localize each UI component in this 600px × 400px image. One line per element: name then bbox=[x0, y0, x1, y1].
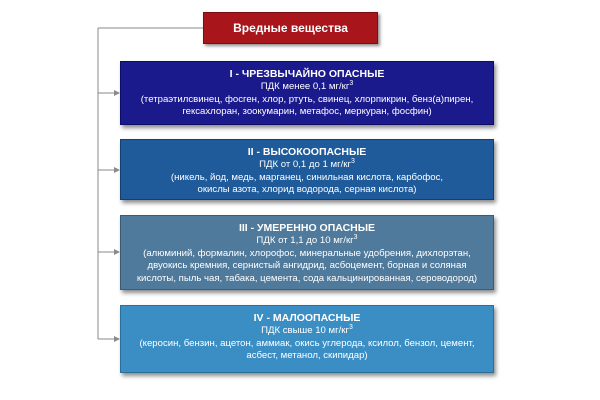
hazard-class-2-substances-line-1: (никель, йод, медь, марганец, синильная кислота, карбофос, bbox=[170, 171, 444, 183]
hazard-class-4-pdk bbox=[127, 325, 487, 338]
hazard-class-2-pdk-sup: 3 bbox=[350, 157, 355, 165]
hazard-class-1-title: I - ЧРЕЗВЫЧАЙНО ОПАСНЫЕ bbox=[229, 68, 385, 80]
hazard-class-2-pdk-text: ПДК от 0,1 до 1 мг/кг bbox=[259, 159, 351, 170]
diagram-title: Вредные вещества bbox=[233, 21, 348, 35]
hazard-class-3-substances-line-2: двуокись кремния, сернистый ангидрид, асбоцемент, борная и соляная bbox=[147, 260, 467, 271]
hazard-class-1-box bbox=[120, 61, 494, 125]
hazard-class-3-box bbox=[120, 215, 494, 290]
hazard-class-4-substances-line-2: асбест, метанол, скипидар) bbox=[246, 350, 368, 361]
hazard-class-1-pdk-text: ПДК менее 0,1 мг/кг bbox=[260, 81, 350, 92]
hazard-class-1-pdk-sup: 3 bbox=[349, 79, 354, 87]
hazard-class-3-pdk-sup: 3 bbox=[353, 233, 358, 241]
hazard-class-4-substances-line-1: (керосин, бензин, ацетон, аммиак, окись углерода, ксилол, бензол, цемент, bbox=[139, 337, 475, 349]
hazard-class-1-pdk bbox=[127, 81, 487, 94]
hazard-class-2-box bbox=[120, 139, 494, 200]
hazard-class-3-substances-line-1: (алюминий, формалин, хлорофос, минеральные удобрения, дихлорэтан, bbox=[143, 247, 471, 259]
hazard-class-3-substances-line-3: кислоты, пыль чая, табака, цемента, сода кальцинированная, сероводород) bbox=[136, 272, 478, 284]
hazard-class-1-substances-line-2: гексахлоран, зоокумарин, метафос, меркуран, фосфин) bbox=[182, 106, 432, 117]
hazard-class-2-title: II - ВЫСОКООПАСНЫЕ bbox=[247, 146, 367, 158]
hazard-class-1-substances-line-1: (тетраэтилсвинец, фосген, хлор, ртуть, свинец, хлорпикрин, бенз(а)пирен, bbox=[140, 93, 474, 105]
hazard-class-4-title: IV - МАЛООПАСНЫЕ bbox=[253, 312, 361, 324]
hazard-class-4-pdk-text: ПДК свыше 10 мг/кг bbox=[261, 325, 350, 336]
hazard-class-2-pdk bbox=[127, 159, 487, 172]
hazard-class-3-pdk-text: ПДК от 1,1 до 10 мг/кг bbox=[256, 235, 354, 246]
hazard-class-3-pdk bbox=[127, 235, 487, 248]
diagram-title-box bbox=[203, 12, 378, 44]
hazard-class-4-box bbox=[120, 305, 494, 373]
hazard-class-3-title: III - УМЕРЕННО ОПАСНЫЕ bbox=[238, 222, 376, 234]
hazard-class-4-pdk-sup: 3 bbox=[349, 323, 353, 331]
hazard-class-2-substances-line-2: окислы азота, хлорид водорода, серная кислота) bbox=[197, 184, 417, 195]
